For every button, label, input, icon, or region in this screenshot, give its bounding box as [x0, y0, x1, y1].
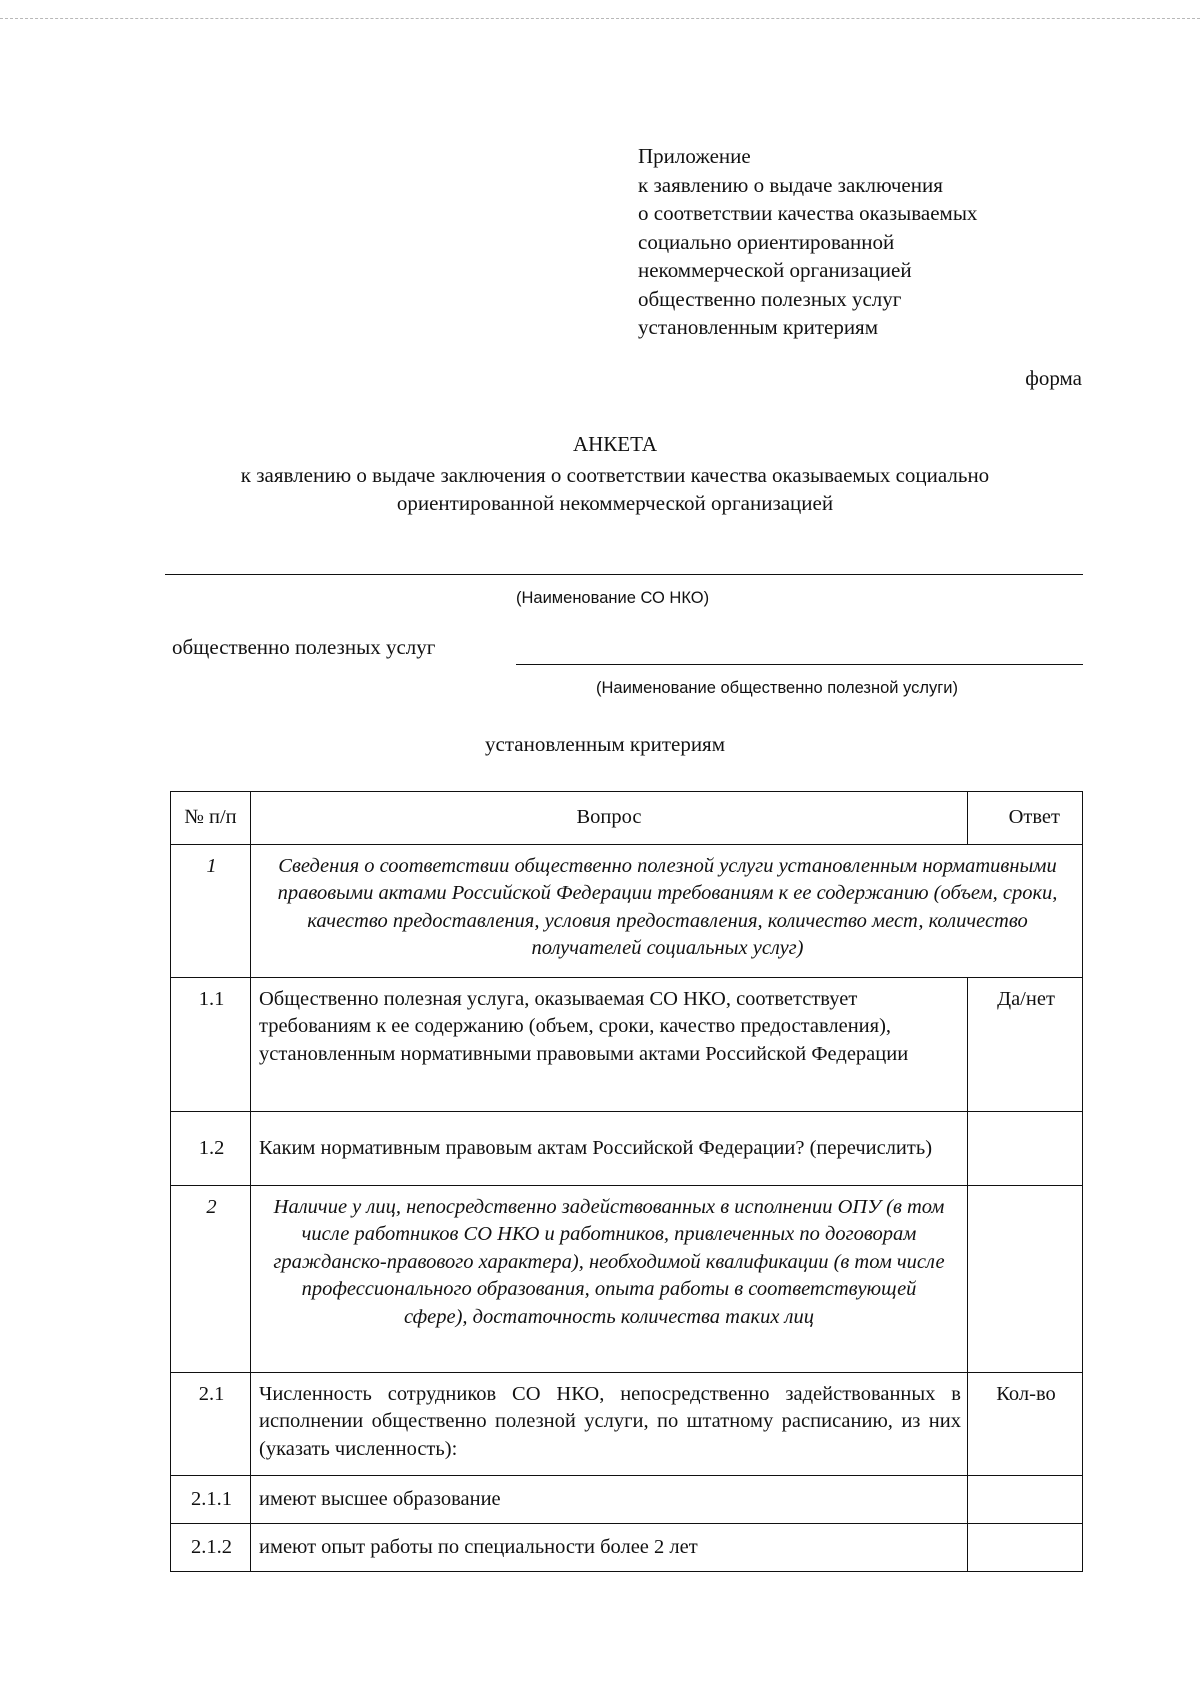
service-name-caption: (Наименование общественно полезной услуги): [596, 679, 958, 697]
document-title-block: [150, 430, 1080, 517]
row-answer[interactable]: [968, 1475, 1083, 1523]
appendix-line: некоммерческой организацией: [638, 258, 912, 282]
appendix-line: социально ориентированной: [638, 229, 895, 254]
row-question: имеют опыт работы по специальности более 2 лет: [251, 1523, 968, 1571]
appendix-line: общественно полезных услуг: [638, 286, 902, 311]
table-row-section-1: [171, 844, 1083, 977]
appendix-line: о соответствии качества оказываемых: [638, 201, 978, 225]
table-header-row: [171, 792, 1083, 845]
form-label: форма: [1025, 366, 1082, 390]
row-answer[interactable]: Да/нет: [968, 977, 1083, 1111]
row-num: 2.1.2: [171, 1523, 251, 1571]
document-subtitle-line: к заявлению о выдаче заключения о соответствии качества оказываемых социально: [240, 463, 990, 487]
row-answer[interactable]: [968, 1523, 1083, 1571]
row-question: Наличие у лиц, непосредственно задействованных в исполнении ОПУ (в том числе работников СО НКО и работников, привлеченных по договорам гражданско-правового характера), необходимой квалификации (в том числе профессионального образования, опыта работы в соответствующей сфере), достаточность количества таких лиц: [251, 1185, 968, 1372]
appendix-line: Приложение: [638, 144, 751, 168]
appendix-line: установленным критериям: [638, 315, 879, 339]
org-name-underline: [165, 574, 1083, 575]
row-question: Общественно полезная услуга, оказываемая СО НКО, соответствует требованиям к ее содержанию (объем, сроки, качество предоставления), установленным нормативными правовыми актами Российской Федерации: [251, 977, 968, 1111]
row-answer[interactable]: Кол-во: [968, 1372, 1083, 1475]
table-row: [171, 1475, 1083, 1523]
table-row: [171, 1372, 1083, 1475]
header-answer: Ответ: [968, 792, 1083, 845]
header-question: Вопрос: [251, 792, 968, 845]
row-answer[interactable]: [968, 1185, 1083, 1372]
org-name-caption: (Наименование СО НКО): [516, 589, 710, 607]
row-num: 2: [171, 1185, 251, 1372]
services-label: общественно полезных услуг: [172, 635, 436, 659]
scan-edge-artifact: [0, 18, 1200, 19]
table-row-section-2: [171, 1185, 1083, 1372]
row-num: 1.2: [171, 1111, 251, 1185]
table-row: [171, 977, 1083, 1111]
table-row: [171, 1523, 1083, 1571]
row-question: Численность сотрудников СО НКО, непосредственно задействованных в исполнении общественно полезной услуги, по штатному расписанию, из них (указать численность):: [251, 1372, 968, 1475]
row-num: 1: [171, 844, 251, 977]
row-num: 1.1: [171, 977, 251, 1111]
questionnaire-table: [170, 791, 1083, 1572]
document-subtitle-line: ориентированной некоммерческой организацией: [396, 491, 834, 515]
service-name-underline: [516, 664, 1083, 665]
row-num: 2.1: [171, 1372, 251, 1475]
document-title: АНКЕТА: [572, 432, 658, 456]
row-question: Каким нормативным правовым актам Российской Федерации? (перечислить): [251, 1111, 968, 1185]
row-question: Сведения о соответствии общественно полезной услуги установленным нормативными правовыми актами Российской Федерации требованиям к ее содержанию (объем, сроки, качество предоставления, условия предоставления, количество мест, количество получателей социальных услуг): [251, 844, 1083, 977]
appendix-line: к заявлению о выдаче заключения: [638, 172, 943, 197]
header-num: № п/п: [171, 792, 251, 845]
row-question: имеют высшее образование: [251, 1475, 968, 1523]
table-row: [171, 1111, 1083, 1185]
row-num: 2.1.1: [171, 1475, 251, 1523]
criteria-label: установленным критериям: [485, 732, 726, 756]
row-answer[interactable]: [968, 1111, 1083, 1185]
appendix-block: [638, 142, 977, 342]
